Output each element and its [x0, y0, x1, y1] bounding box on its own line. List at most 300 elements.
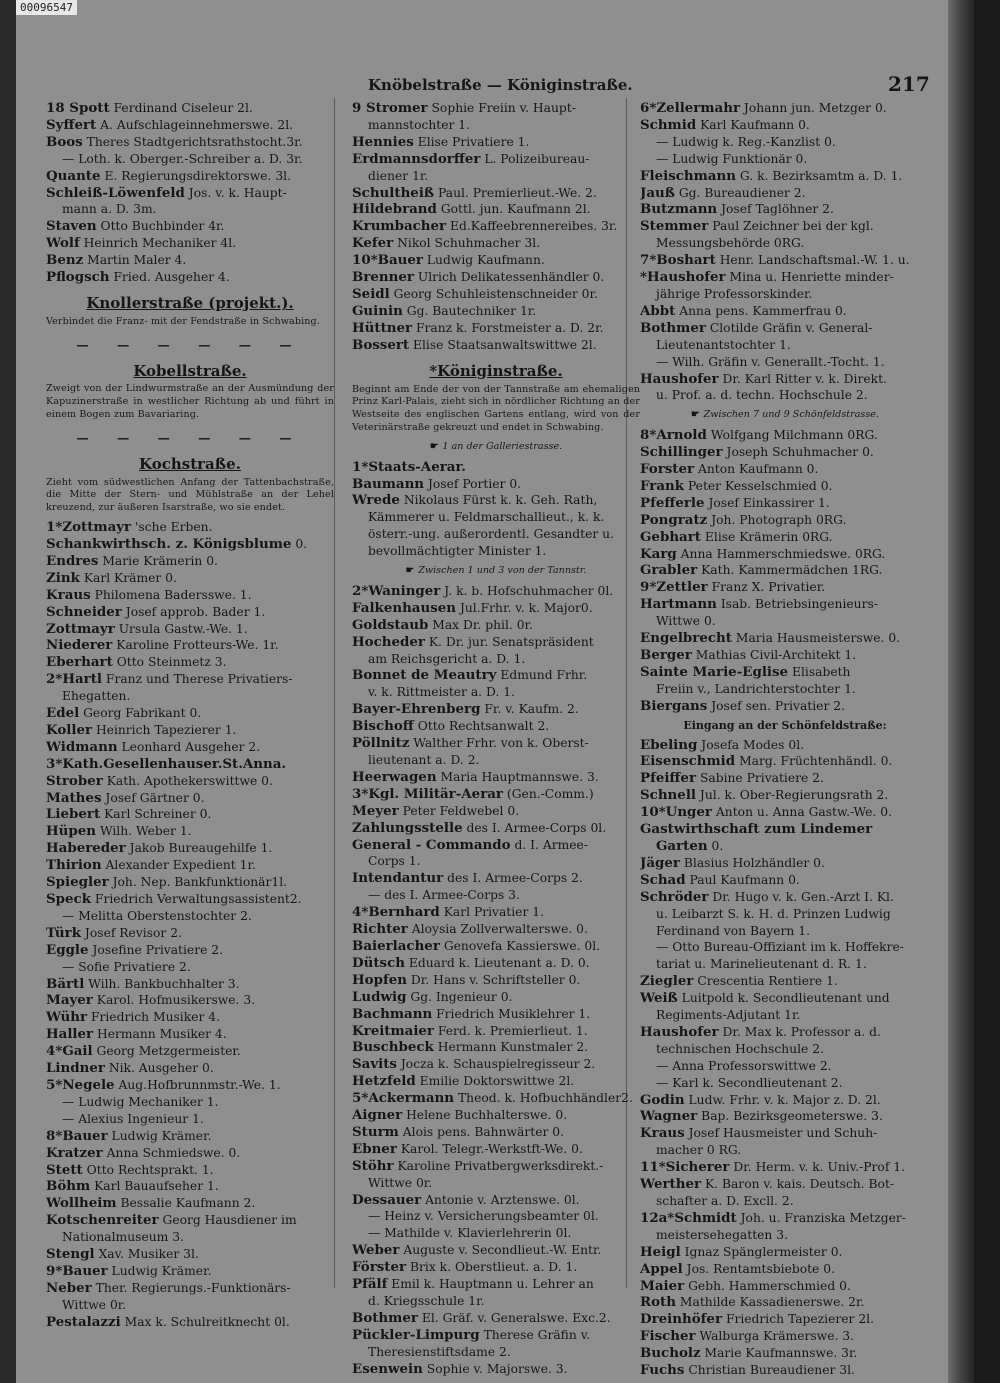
entry-details: E. Regierungsdirektorswe. 3l.: [104, 168, 291, 183]
entry-continuation: [46, 1111, 334, 1128]
page-number: 217: [888, 72, 930, 96]
entry-details: macher 0 RG.: [656, 1143, 742, 1158]
entry-details: Wolfgang Milchmann 0RG.: [710, 428, 878, 443]
directory-entry: [46, 1060, 334, 1077]
directory-entry: [352, 235, 640, 252]
directory-entry: [46, 218, 334, 235]
entry-continuation: [640, 1075, 930, 1092]
directory-entry: [640, 201, 930, 218]
entry-details: — Otto Bureau-Offiziant im k. Hoffekre-: [656, 940, 904, 955]
directory-entry: [46, 1043, 334, 1060]
street-description: Zweigt von der Lindwurmstraße an der Ausmündung der Kapuzinerstraße in westlicher Richtung ab und führt in einem Bogen zum Bavariaring.: [46, 383, 334, 421]
section-separator: — — — — — —: [76, 336, 304, 352]
entry-details: Friedrich Musiker 4.: [90, 1010, 220, 1025]
entry-continuation: [46, 201, 334, 218]
column-2: [352, 100, 640, 1378]
entry-details: Crescentia Rentiere 1.: [697, 974, 838, 989]
directory-entry: [46, 722, 334, 739]
directory-entry: [352, 1192, 640, 1209]
entry-details: Josef Revisor 2.: [84, 925, 182, 940]
entry-details: Josefa Modes 0l.: [701, 737, 805, 752]
directory-entry: [46, 269, 334, 286]
entry-details: d. Kriegsschule 1r.: [368, 1294, 485, 1308]
resident-name: Hüpen: [46, 823, 97, 840]
entry-details: am Reichsgericht a. D. 1.: [368, 651, 526, 666]
entry-continuation: [46, 908, 334, 925]
entry-details: Anna Schmiedswe. 0.: [106, 1145, 241, 1160]
cross-street-marker: [640, 407, 930, 424]
resident-name: Fischer: [640, 1328, 696, 1345]
directory-entry: [640, 495, 930, 512]
resident-name: Frank: [640, 477, 685, 494]
directory-entry: [640, 512, 930, 529]
resident-name: Ebeling: [640, 736, 698, 753]
directory-entry: [46, 739, 334, 756]
entry-details: Fr. v. Kaufm. 2.: [484, 702, 579, 717]
directory-entry: [46, 604, 334, 621]
entry-details: Georg Metzgermeister.: [96, 1044, 241, 1059]
entry-details: Gottl. jun. Kaufmann 2l.: [440, 202, 591, 217]
resident-name: Pfefferle: [640, 494, 705, 511]
resident-name: Böhm: [46, 1178, 91, 1195]
directory-entry: [46, 117, 334, 134]
resident-name: 4*Gail: [46, 1043, 93, 1060]
entry-details: Regiments-Adjutant 1r.: [656, 1008, 801, 1023]
street-name: Kochstraße.: [139, 454, 241, 473]
directory-entry: [352, 786, 640, 803]
directory-entry: [640, 100, 930, 117]
resident-name: Garten: [656, 837, 708, 854]
entry-details: Franz k. Forstmeister a. D. 2r.: [416, 320, 604, 335]
directory-entry: [352, 100, 640, 117]
directory-entry: [46, 823, 334, 840]
entry-details: Antonie v. Arztenswe. 0l.: [425, 1192, 580, 1207]
directory-entry: [640, 1328, 930, 1345]
resident-name: Bonnet de Meautry: [352, 667, 497, 684]
resident-name: 1*Staats-Aerar.: [352, 458, 466, 475]
resident-name: Weber: [352, 1242, 400, 1259]
entry-details: Philomena Badersswe. 1.: [94, 587, 252, 602]
entry-details: meistersehegatten 3.: [656, 1227, 788, 1242]
entry-continuation: [640, 1041, 930, 1058]
resident-name: Türk: [46, 924, 81, 941]
entry-details: — Wilh. Gräfin v. Generallt.-Tocht. 1.: [656, 354, 885, 369]
directory-entry: [640, 872, 930, 889]
directory-entry: [352, 1090, 640, 1107]
entry-details: Wilh. Bankbuchhalter 3.: [88, 976, 240, 991]
directory-entry: [46, 134, 334, 151]
directory-entry: [640, 787, 930, 804]
resident-name: Dessauer: [352, 1191, 422, 1208]
entry-details: — Karl k. Secondlieutenant 2.: [656, 1075, 843, 1090]
directory-entry: [46, 1009, 334, 1026]
directory-entry: [352, 837, 640, 854]
entry-details: bevollmächtigter Minister 1.: [368, 544, 547, 559]
resident-name: Zink: [46, 569, 80, 586]
entry-details: Georg Hausdiener im: [162, 1213, 297, 1228]
entry-continuation: [640, 681, 930, 698]
resident-name: 10*Bauer: [352, 252, 423, 269]
directory-entry: [640, 1261, 930, 1278]
directory-entry: [352, 459, 640, 476]
directory-entry: [46, 1026, 334, 1043]
entry-continuation: [640, 1007, 930, 1024]
entry-continuation: [46, 688, 334, 705]
resident-name: Sturm: [352, 1123, 399, 1140]
entry-details: Karoline Frotteurs-We. 1r.: [116, 638, 279, 653]
directory-entry: [352, 1107, 640, 1124]
resident-name: Gebhart: [640, 528, 701, 545]
entry-details: Karoline Privatbergwerksdirekt.-: [397, 1158, 604, 1173]
resident-name: Godin: [640, 1091, 685, 1108]
entry-details: Eduard k. Lieutenant a. D. 0.: [408, 955, 590, 970]
directory-entry: [46, 874, 334, 891]
entry-details: 0.: [295, 536, 308, 551]
entry-details: Anton u. Anna Gastw.-We. 0.: [715, 805, 892, 820]
entry-details: u. Leibarzt S. k. H. d. Prinzen Ludwig: [656, 906, 891, 921]
entry-details: Sabine Privatiere 2.: [699, 771, 824, 786]
entry-details: Josef Gärtner 0.: [105, 790, 205, 805]
directory-entry: [640, 1092, 930, 1109]
entry-continuation: [640, 1227, 930, 1244]
directory-entry: [640, 1108, 930, 1125]
directory-entry: [640, 1362, 930, 1379]
resident-name: Biergans: [640, 697, 708, 714]
entry-details: Wittwe 0r.: [368, 1175, 433, 1190]
entry-details: Wilh. Weber 1.: [99, 824, 192, 839]
directory-entry: [46, 1314, 334, 1331]
directory-entry: [640, 461, 930, 478]
entry-details: J. k. b. Hofschuhmacher 0l.: [444, 583, 614, 598]
entry-details: Friedrich Verwaltungsassistent2.: [94, 892, 302, 907]
entry-details: d. I. Armee-: [514, 837, 588, 852]
street-description: Verbindet die Franz- mit der Fendstraße in Schwabing.: [46, 315, 320, 327]
directory-entry: [640, 973, 930, 990]
entry-details: Gebh. Hammerschmied 0.: [688, 1278, 851, 1293]
resident-name: Hüttner: [352, 319, 413, 336]
resident-name: Werther: [640, 1176, 702, 1193]
resident-name: 2*Hartl: [46, 671, 102, 688]
resident-name: Pflogsch: [46, 269, 110, 286]
entry-details: Joh. Nep. Bankfunktionär1l.: [112, 875, 288, 890]
entry-details: — Mathilde v. Klavierlehrerin 0l.: [368, 1226, 572, 1241]
column-3: [640, 100, 930, 1379]
resident-name: 1*Zottmayr: [46, 519, 132, 536]
resident-name: Habereder: [46, 840, 126, 857]
resident-name: Bothmer: [352, 1309, 418, 1326]
entry-details: Peter Kesselschmied 0.: [687, 478, 833, 493]
entry-continuation: [46, 1229, 334, 1246]
entry-details: Therese Gräfin v.: [483, 1327, 591, 1342]
entry-details: Dr. Hans v. Schriftsteller 0.: [410, 972, 581, 987]
directory-entry: [640, 1244, 930, 1261]
directory-entry: [352, 1158, 640, 1175]
entry-continuation: [352, 651, 640, 668]
directory-entry: [352, 337, 640, 354]
resident-name: Richter: [352, 921, 408, 938]
entry-details: Hermann Musiker 4.: [97, 1027, 227, 1042]
entry-details: Elisabeth: [791, 664, 851, 679]
directory-entry: [640, 269, 930, 286]
resident-name: Boos: [46, 133, 83, 150]
entry-continuation: [352, 1208, 640, 1225]
resident-name: Kraus: [640, 1125, 685, 1142]
resident-name: *Haushofer: [640, 269, 726, 286]
entry-details: Freiin v., Landrichterstochter 1.: [656, 681, 856, 696]
resident-name: Roth: [640, 1294, 676, 1311]
entry-continuation: [640, 1142, 930, 1159]
resident-name: 9 Stromer: [352, 100, 428, 116]
entry-details: Kath. Kammermädchen 1RG.: [701, 563, 883, 578]
directory-entry: [46, 536, 334, 553]
entry-continuation: [46, 151, 334, 168]
entry-details: Alois pens. Bahnwärter 0.: [402, 1124, 564, 1139]
directory-entry: [640, 1125, 930, 1142]
entry-continuation: [46, 1297, 334, 1314]
resident-name: 7*Boshart: [640, 252, 716, 269]
resident-name: Jauß: [640, 184, 675, 201]
resident-name: Brenner: [352, 269, 414, 286]
entry-details: Ferdinand von Bayern 1.: [656, 923, 810, 938]
entry-details: Gg. Bautechniker 1r.: [406, 303, 537, 318]
entry-details: Ulrich Delikatessenhändler 0.: [417, 270, 605, 285]
entry-details: — Sofie Privatiere 2.: [62, 959, 191, 974]
resident-name: Syffert: [46, 116, 97, 133]
resident-name: Pongratz: [640, 511, 708, 528]
entry-continuation: [640, 151, 930, 168]
resident-name: Hopfen: [352, 971, 407, 988]
entry-details: — Ludwig Funktionär 0.: [656, 151, 808, 166]
entry-continuation: [640, 1193, 930, 1210]
resident-name: Baierlacher: [352, 937, 440, 954]
resident-name: Kefer: [352, 235, 394, 252]
directory-entry: [352, 320, 640, 337]
directory-entry: [640, 478, 930, 495]
resident-name: Schultheiß: [352, 184, 435, 201]
directory-entry: [640, 218, 930, 235]
resident-name: Fuchs: [640, 1362, 685, 1379]
entry-continuation: [640, 134, 930, 151]
entry-details: Maria Hausmeisterswe. 0.: [735, 631, 901, 646]
entry-details: Edmund Frhr.: [500, 668, 588, 683]
directory-entry: [352, 600, 640, 617]
entry-details: Otto Buchbinder 4r.: [100, 219, 225, 234]
entry-continuation: [640, 838, 930, 855]
directory-entry: [46, 570, 334, 587]
resident-name: Hildebrand: [352, 201, 437, 218]
entry-details: 'sche Erben.: [135, 520, 213, 535]
directory-entry: [352, 303, 640, 320]
resident-name: Krumbacher: [352, 218, 447, 235]
directory-entry: [352, 185, 640, 202]
resident-name: Eisenschmid: [640, 753, 736, 770]
entry-details: Dr. Herm. v. k. Univ.-Prof 1.: [733, 1160, 906, 1175]
entry-details: Ludwig Kaufmann.: [426, 253, 545, 268]
entry-details: Paul. Premierlieut.-We. 2.: [438, 185, 597, 200]
entry-continuation: [352, 887, 640, 904]
entry-details: Wittwe 0r.: [62, 1297, 127, 1312]
directory-entry: [352, 1006, 640, 1023]
directory-entry: [46, 235, 334, 252]
resident-name: 5*Negele: [46, 1076, 115, 1093]
entry-details: Hermann Kunstmaler 2.: [437, 1040, 589, 1055]
entry-details: K. Baron v. kais. Deutsch. Bot-: [704, 1177, 895, 1192]
directory-entry: [352, 269, 640, 286]
entry-details: Brix k. Oberstlieut. a. D. 1.: [409, 1260, 578, 1275]
entry-details: Martin Maler 4.: [87, 253, 187, 268]
entry-details: Josef Taglöhner 2.: [721, 202, 834, 217]
directory-entry: [46, 1178, 334, 1195]
directory-entry: [352, 634, 640, 651]
resident-name: Wolf: [46, 235, 80, 252]
entry-details: Dr. Karl Ritter v. k. Direkt.: [722, 371, 887, 386]
directory-entry: [46, 1077, 334, 1094]
entry-details: Friedrich Tapezierer 2l.: [725, 1312, 874, 1327]
entry-details: Aug.Hofbrunnmstr.-We. 1.: [118, 1077, 281, 1092]
entry-continuation: [352, 752, 640, 769]
directory-entry: [640, 737, 930, 754]
directory-entry: [640, 371, 930, 388]
directory-entry: [352, 938, 640, 955]
directory-entry: [352, 1327, 640, 1344]
entry-details: — Melitta Oberstenstochter 2.: [62, 908, 252, 923]
resident-name: Schad: [640, 871, 686, 888]
entry-details: — des I. Armee-Corps 3.: [368, 888, 520, 903]
resident-name: 9*Bauer: [46, 1262, 108, 1279]
entry-continuation: [640, 354, 930, 371]
resident-name: Stemmer: [640, 218, 709, 235]
street-name: Kobellstraße.: [133, 361, 247, 380]
entry-details: Nikolaus Fürst k. k. Geh. Rath,: [403, 493, 598, 508]
resident-name: Buschbeck: [352, 1039, 434, 1056]
entry-details: Mina u. Henriette minder-: [729, 270, 894, 285]
directory-entry: [352, 870, 640, 887]
directory-entry: [640, 529, 930, 546]
entry-details: Ignaz Spänglermeister 0.: [684, 1244, 843, 1259]
directory-entry: [640, 698, 930, 715]
directory-entry: [352, 1023, 640, 1040]
directory-entry: [46, 100, 334, 117]
directory-entry: [46, 1145, 334, 1162]
entry-details: Wittwe 0.: [656, 614, 716, 629]
directory-entry: [640, 252, 930, 269]
directory-entry: [352, 617, 640, 634]
resident-name: Hetzfeld: [352, 1073, 416, 1090]
entry-continuation: [640, 387, 930, 404]
entry-details: Xav. Musiker 3l.: [98, 1247, 199, 1262]
entry-continuation: [46, 959, 334, 976]
resident-name: 3*Kgl. Militär-Aerar: [352, 785, 503, 802]
resident-name: Sainte Marie-Eglise: [640, 663, 789, 680]
entry-details: K. Dr. jur. Senatspräsident: [428, 634, 594, 649]
directory-entry: [640, 1294, 930, 1311]
book-spine-edge: [948, 0, 974, 1383]
entry-details: Ludwig Krämer.: [111, 1128, 212, 1143]
resident-name: Ziegler: [640, 973, 694, 990]
directory-entry: [640, 596, 930, 613]
resident-name: 8*Bauer: [46, 1127, 108, 1144]
directory-entry: [640, 185, 930, 202]
street-heading: [352, 363, 640, 380]
resident-name: Förster: [352, 1259, 407, 1276]
resident-name: Mathes: [46, 789, 102, 806]
directory-entry: [352, 1242, 640, 1259]
directory-entry: [46, 553, 334, 570]
resident-name: Heerwagen: [352, 768, 437, 785]
entry-details: Jul.Frhr. v. k. Major0.: [459, 600, 593, 615]
resident-name: Bossert: [352, 336, 410, 353]
entry-details: Heinrich Mechaniker 4l.: [83, 236, 237, 251]
resident-name: Berger: [640, 647, 692, 663]
directory-entry: [352, 972, 640, 989]
resident-name: 6*Zellermahr: [640, 100, 740, 116]
directory-entry: [352, 492, 640, 509]
resident-name: Speck: [46, 891, 91, 908]
entry-continuation: [640, 235, 930, 252]
entry-details: Otto Rechtsprakt. 1.: [86, 1162, 214, 1177]
entry-details: Elise Privatiere 1.: [417, 134, 530, 149]
directory-entry: [46, 621, 334, 638]
resident-name: Bayer-Ehrenberg: [352, 701, 481, 718]
entry-details: Sophie Freiin v. Haupt-: [431, 101, 576, 115]
resident-name: Benz: [46, 252, 84, 269]
entry-details: Elise Staatsanwaltswittwe 2l.: [413, 337, 597, 352]
directory-entry: [640, 821, 930, 838]
entry-details: diener 1r.: [368, 168, 429, 183]
entry-details: Ursula Gastw.-We. 1.: [118, 621, 248, 636]
directory-entry: [640, 647, 930, 664]
directory-entry: [640, 630, 930, 647]
resident-name: Maier: [640, 1277, 685, 1294]
directory-entry: [352, 955, 640, 972]
directory-entry: [640, 562, 930, 579]
entry-details: Josef Portier 0.: [427, 476, 522, 491]
pointing-hand-icon: ☛: [691, 409, 700, 421]
resident-name: Guinin: [352, 302, 403, 319]
entry-details: u. Prof. a. d. techn. Hochschule 2.: [656, 388, 868, 403]
entry-continuation: [352, 684, 640, 701]
directory-entry: [640, 889, 930, 906]
directory-entry: [352, 1141, 640, 1158]
directory-entry: [352, 134, 640, 151]
street-heading: [46, 363, 334, 380]
resident-name: Staven: [46, 218, 97, 235]
entry-details: Otto Rechtsanwalt 2.: [417, 719, 550, 734]
column-1: [46, 100, 334, 1331]
directory-entry: [46, 891, 334, 908]
entry-continuation: [352, 1225, 640, 1242]
resident-name: Dreinhöfer: [640, 1311, 723, 1328]
entry-details: — Alexius Ingenieur 1.: [62, 1111, 204, 1126]
entry-details: Walburga Krämerswe. 3.: [699, 1329, 855, 1344]
entry-details: Genovefa Kassierswe. 0l.: [443, 938, 601, 953]
resident-name: Esenwein: [352, 1360, 423, 1377]
entry-details: Ferd. k. Premierlieut. 1.: [437, 1023, 588, 1038]
entry-details: Gg. Bureaudiener 2.: [678, 185, 806, 200]
entry-details: Leonhard Ausgeher 2.: [121, 739, 261, 754]
directory-entry: [46, 185, 334, 202]
entry-details: Franz X. Privatier.: [711, 580, 826, 595]
directory-entry: [640, 303, 930, 320]
resident-name: Stöhr: [352, 1157, 394, 1174]
resident-name: Bachmann: [352, 1005, 433, 1022]
entry-details: mann a. D. 3m.: [62, 202, 157, 217]
entry-details: Luitpold k. Secondlieutenant und: [681, 991, 890, 1006]
entrance-subheading: Eingang an der Schönfeldstraße:: [683, 718, 887, 732]
resident-name: Kratzer: [46, 1144, 103, 1161]
directory-entry: [352, 1310, 640, 1327]
entry-details: Messungsbehörde 0RG.: [656, 236, 805, 251]
